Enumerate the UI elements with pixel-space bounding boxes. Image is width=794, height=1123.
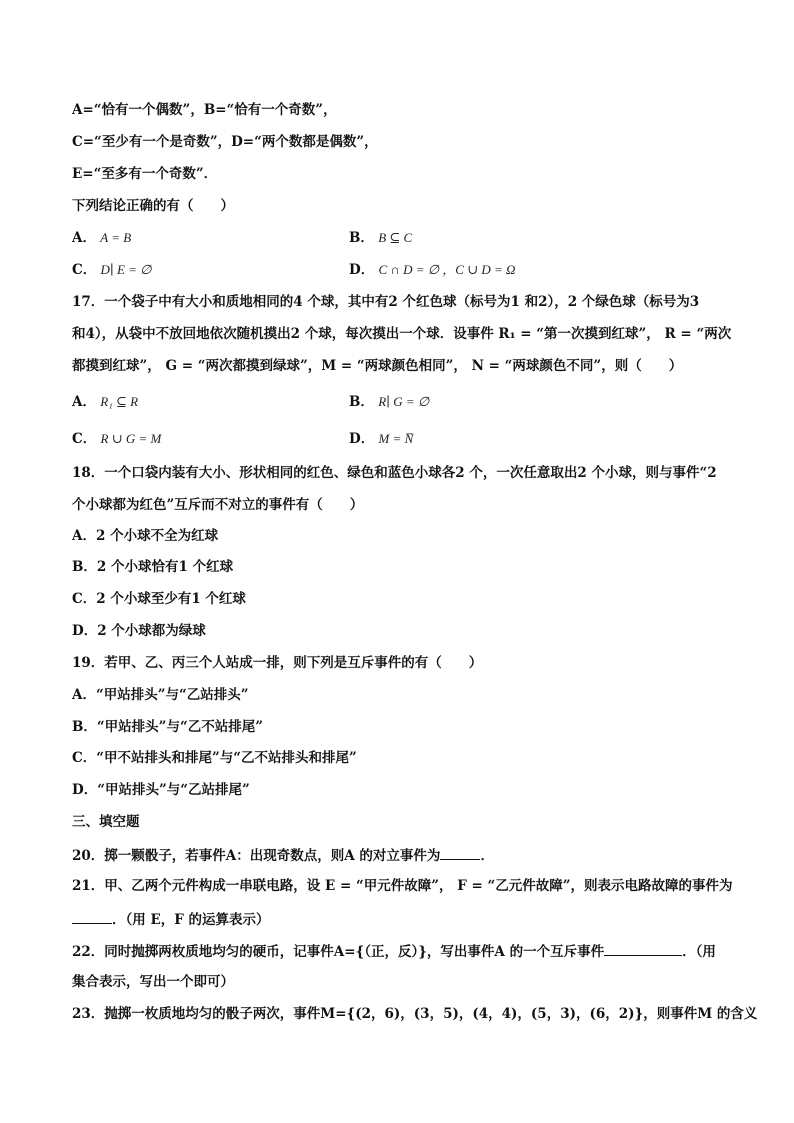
q21-tail: ．（用 E，F 的运算表示） bbox=[112, 912, 270, 928]
q17-option-d bbox=[349, 430, 413, 448]
q17-option-c bbox=[72, 430, 161, 448]
option-math: R₁ ⊆ R bbox=[100, 394, 139, 409]
answer-blank[interactable] bbox=[604, 941, 682, 956]
q17-line-3: 都摸到红球”， G = “两次都摸到绿球”，M = “两球颜色相同”， N = “两球颜色不同”，则（ ） bbox=[72, 358, 683, 374]
q19-option-a: A．“甲站排头”与“乙站排头” bbox=[72, 687, 249, 703]
q18-option-a: A．2 个小球不全为红球 bbox=[72, 528, 219, 544]
q18-line-1: 18．一个口袋内装有大小、形状相同的红色、绿色和蓝色小球各2 个，一次任意取出2 个小球，则与事件“2 bbox=[72, 465, 717, 481]
q19-option-d: D．“甲站排头”与“乙站排尾” bbox=[72, 782, 250, 798]
q16-option-a bbox=[72, 229, 131, 247]
answer-blank[interactable] bbox=[72, 909, 112, 924]
option-label: B． bbox=[349, 230, 374, 246]
q17-line-2: 和4），从袋中不放回地依次随机摸出2 个球，每次摸出一个球．设事件 R₁ = “第一次摸到红球”， R = “两次 bbox=[72, 326, 732, 342]
option-label: A． bbox=[72, 394, 96, 410]
q16-event-cd: C=“至少有一个是奇数”，D=“两个数都是偶数”， bbox=[72, 134, 378, 150]
q19-line-1: 19．若甲、乙、丙三个人站成一排，则下列是互斥事件的有（ ） bbox=[72, 655, 483, 671]
q16-prompt: 下列结论正确的有（ ） bbox=[72, 198, 234, 214]
option-math: A = B bbox=[100, 230, 132, 245]
option-label: A． bbox=[72, 230, 96, 246]
option-math: B ⊆ C bbox=[378, 230, 413, 245]
option-math: D∣ E = ∅ bbox=[100, 262, 152, 277]
option-label: C． bbox=[72, 262, 97, 278]
q23-line-1: 23．抛掷一枚质地均匀的骰子两次，事件M={(2，6)，(3，5)，(4，4)，(5，3)，(6，2)}，则事件M 的含义 bbox=[72, 1006, 758, 1022]
q20-line bbox=[72, 845, 494, 865]
option-label: C． bbox=[72, 431, 97, 447]
q20-tail: ． bbox=[480, 848, 494, 864]
q18-option-d: D．2 个小球都为绿球 bbox=[72, 623, 206, 639]
q21-line-1: 21．甲、乙两个元件构成一串联电路，设 E = “甲元件故障”， F = “乙元件故障”，则表示电路故障的事件为 bbox=[72, 878, 733, 894]
option-math: M = N̅ bbox=[378, 431, 414, 446]
q19-option-c: C．“甲不站排头和排尾”与“乙不站排头和排尾” bbox=[72, 750, 357, 766]
option-math: R∣ G = ∅ bbox=[378, 394, 430, 409]
answer-blank[interactable] bbox=[440, 845, 480, 860]
q19-option-b: B．“甲站排头”与“乙不站排尾” bbox=[72, 719, 263, 735]
option-math: C ∩ D = ∅ ，C ∪ D = Ω bbox=[378, 262, 516, 277]
q18-option-b: B．2 个小球恰有1 个红球 bbox=[72, 559, 234, 575]
q20-text: 20．掷一颗骰子，若事件A：出现奇数点，则A 的对立事件为 bbox=[72, 848, 441, 864]
q16-event-e: E=“至多有一个奇数”． bbox=[72, 166, 218, 182]
option-label: D． bbox=[349, 431, 375, 447]
q17-option-b bbox=[349, 393, 429, 411]
q16-option-d bbox=[349, 261, 515, 279]
q16-option-c bbox=[72, 261, 152, 279]
q17-line-1: 17．一个袋子中有大小和质地相同的4 个球，其中有2 个红色球（标号为1 和2），2 个绿色球（标号为3 bbox=[72, 294, 700, 310]
q16-option-b bbox=[349, 229, 412, 247]
option-math: R ∪ G = M bbox=[100, 431, 162, 446]
q22-text: 22．同时抛掷两枚质地均匀的硬币，记事件A={（正，反）}，写出事件A 的一个互斥事件 bbox=[72, 944, 605, 960]
option-label: B． bbox=[349, 394, 374, 410]
q17-option-a bbox=[72, 393, 138, 411]
q22-tail: ．（用 bbox=[682, 944, 716, 960]
option-label: D． bbox=[349, 262, 375, 278]
q21-line-2 bbox=[72, 909, 270, 929]
q18-line-2: 个小球都为红色”互斥而不对立的事件有（ ） bbox=[72, 497, 364, 513]
q16-event-ab: A=“恰有一个偶数”，B=“恰有一个奇数”， bbox=[72, 102, 337, 118]
q18-option-c: C．2 个小球至少有1 个红球 bbox=[72, 591, 246, 607]
section-heading-fill-in: 三、填空题 bbox=[72, 814, 140, 830]
q22-line-1 bbox=[72, 941, 716, 961]
q22-line-2: 集合表示，写出一个即可） bbox=[72, 974, 234, 990]
